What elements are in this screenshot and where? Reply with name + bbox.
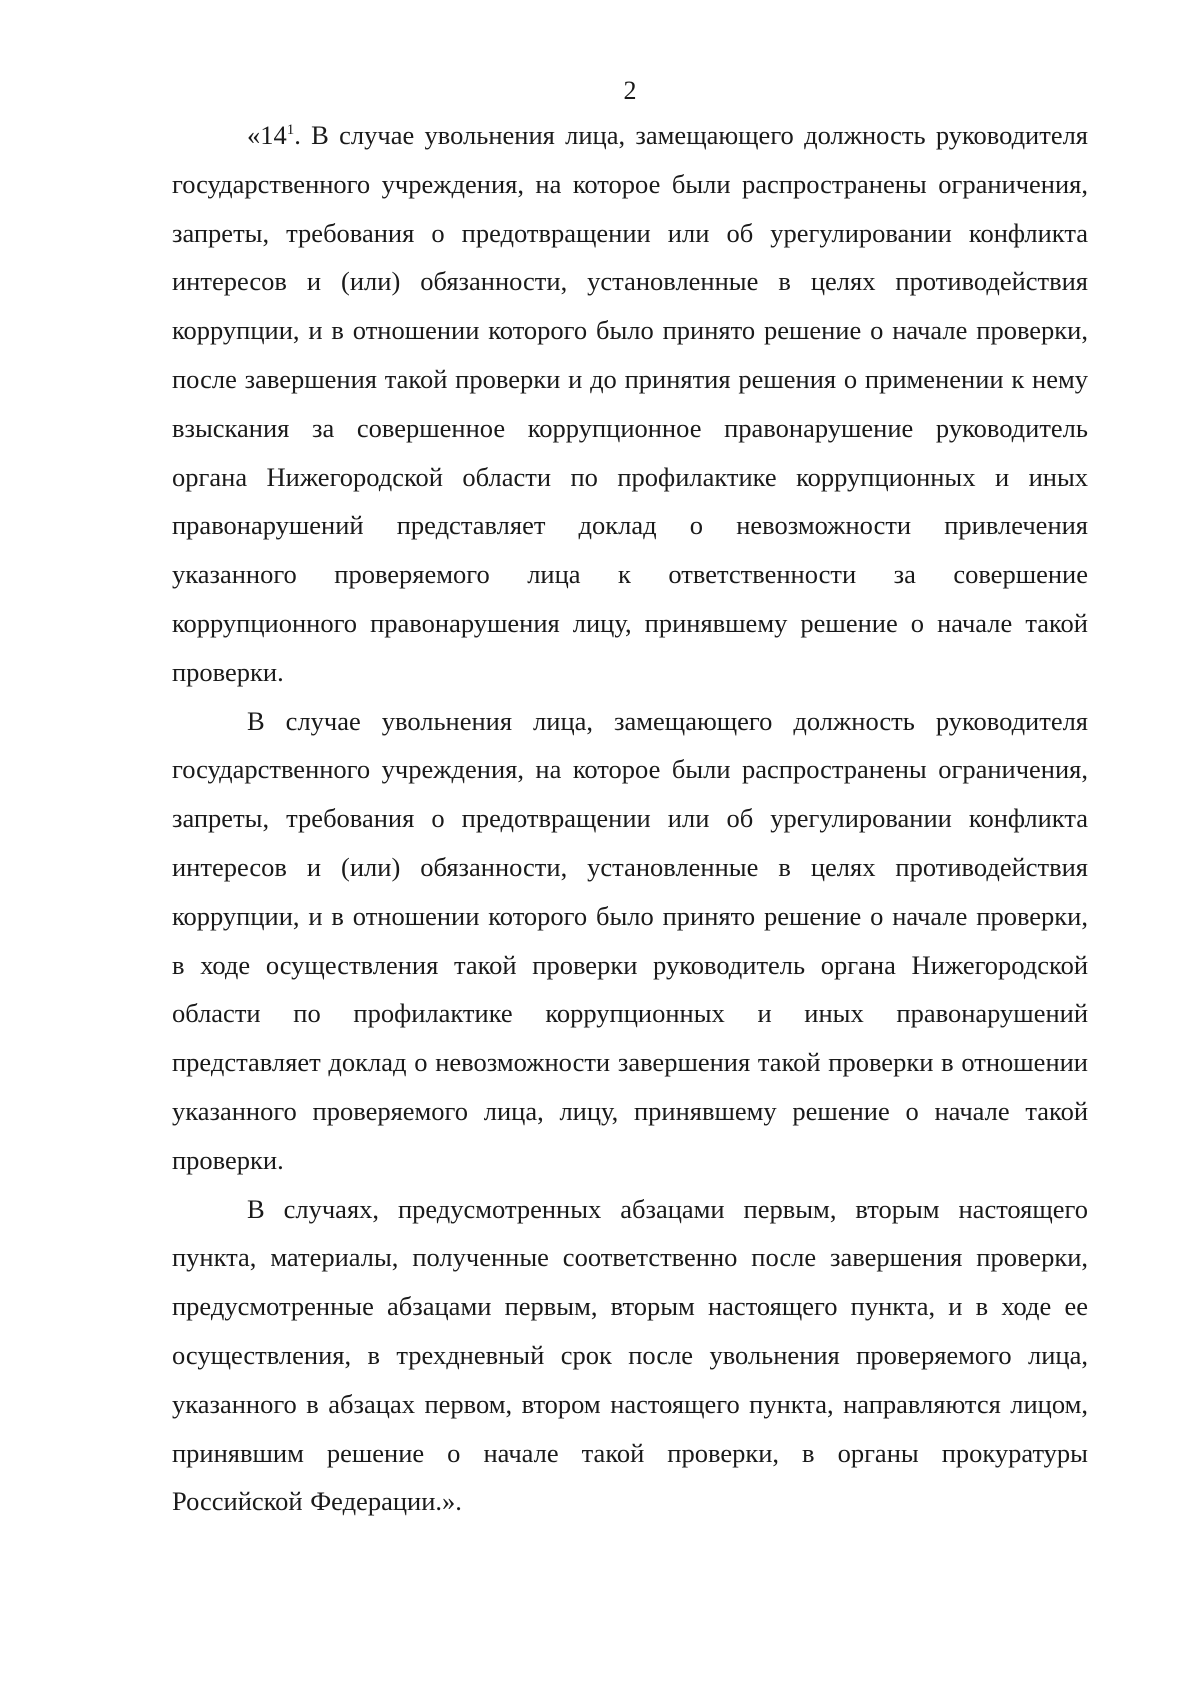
- page-number: 2: [623, 76, 637, 105]
- paragraph-1-prefix: «14: [247, 120, 287, 150]
- paragraph-1: [172, 111, 1088, 697]
- paragraph-1-superscript: 1: [286, 122, 295, 139]
- paragraph-2: В случае увольнения лица, замещающего должность руководителя государственного учреждения, на которое были распространены ограничения, запреты, требования о предотвращении или об урегулировании конфликта интересов и (или) обязанности, установленные в целях противодействия коррупции, и в отношении которого было принято решение о начале проверки, в ходе осуществления такой проверки руководитель органа Нижегородской области по профилактике коррупционных и иных правонарушений представляет доклад о невозможности завершения такой проверки в отношении указанного проверяемого лица, лицу, принявшему решение о начале такой проверки.: [172, 705, 1088, 1175]
- paragraph-3: В случаях, предусмотренных абзацами первым, вторым настоящего пункта, материалы, полученные соответственно после завершения проверки, предусмотренные абзацами первым, вторым настоящего пункта, и в ходе ее осуществления, в трехдневный срок после увольнения проверяемого лица, указанного в абзацах первом, втором настоящего пункта, направляются лицом, принявшим решение о начале такой проверки, в органы прокуратуры Российской Федерации.».: [172, 1193, 1088, 1517]
- document-body: [172, 111, 1088, 1526]
- paragraph-1-text: . В случае увольнения лица, замещающего должность руководителя государственного учреждения, на которое были распространены ограничения, запреты, требования о предотвращении или об урегулировании конфликта интересов и (или) обязанности, установленные в целях противодействия коррупции, и в отношении которого было принято решение о начале проверки, после завершения такой проверки и до принятия решения о применении к нему взыскания за совершенное коррупционное правонарушение руководитель органа Нижегородской области по профилактике коррупционных и иных правонарушений представляет доклад о невозможности привлечения указанного проверяемого лица к ответственности за совершение коррупционного правонарушения лицу, принявшему решение о начале такой проверки.: [172, 120, 1088, 687]
